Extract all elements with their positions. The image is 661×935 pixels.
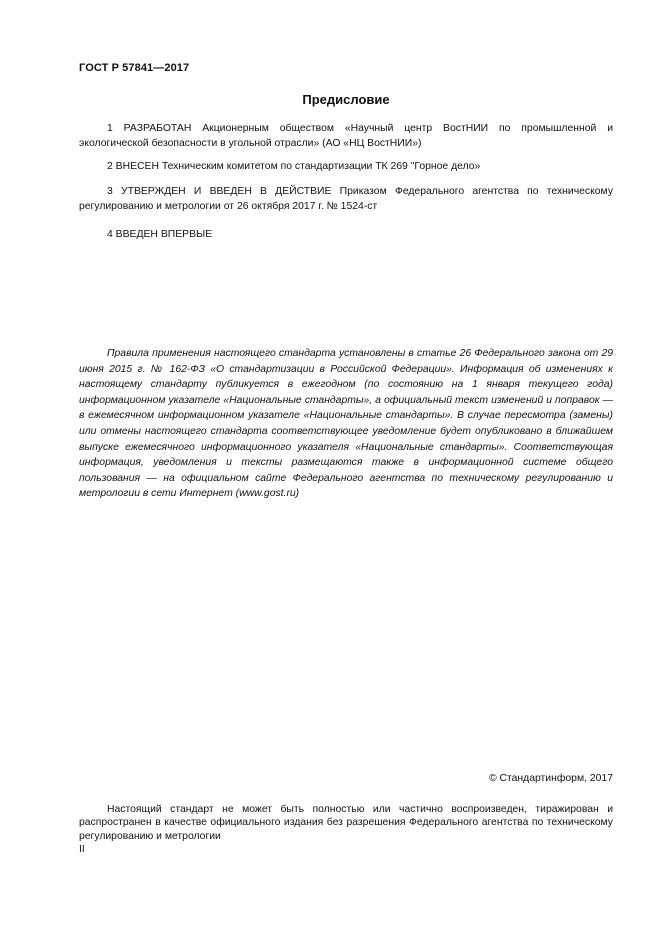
item-number: 3 xyxy=(107,186,113,197)
item-text: Акционерным обществом «Научный центр ВостНИИ по промышленной и экологической безопасности в угольной отрасли» (АО «НЦ ВостНИИ») xyxy=(79,123,613,149)
page-title: Предисловие xyxy=(302,92,390,107)
item-text: Приказом Федерального агентства по техническому регулированию и метрологии от 26 октября 2017 г. № 1524-ст xyxy=(79,186,614,212)
copyright-line: © Стандартинформ, 2017 xyxy=(488,773,613,784)
standard-application-notice: Правила применения настоящего стандарта установлены в статье 26 Федерального закона от 29 июня 2015 г. № 162-ФЗ «О стандартизации в Российской Федерации». Информация об изменениях к настоящему стандарту публикуется в ежегодном (по состоянию на 1 января текущего года) информационном указателе «Национальные стандарты», а официальный текст изменений и поправок — в ежемесячном информационном указателе «Национальные стандарты». В случае пересмотра (замены) или отмены настоящего стандарта соответствующее уведомление будет опубликовано в ближайшем выпуске ежемесячного информационного указателя «Национальные стандарты». Соответствующая информация, уведомления и тексты размещаются также в информационной системе общего пользования — на официальном сайте Федерального агентства по техническому регулированию и метрологии в сети Интернет (www.gost.ru) xyxy=(79,348,613,500)
foreword-item-approved xyxy=(79,184,613,214)
foreword-item-first-introduced xyxy=(79,227,613,242)
item-number: 4 xyxy=(107,229,113,240)
item-number: 2 xyxy=(107,161,113,172)
reproduction-notice: Настоящий стандарт не может быть полностью или частично воспроизведен, тиражирован и распространен в качестве официального издания без разрешения Федерального агентства по техническому регулированию и метрологии xyxy=(79,804,613,842)
item-text: Техническим комитетом по стандартизации ТК 269 "Горное дело» xyxy=(158,161,481,172)
item-number: 1 xyxy=(107,123,113,134)
item-keyword: ВНЕСЕН xyxy=(115,161,159,172)
foreword-item-developed xyxy=(79,121,613,151)
document-code-header: ГОСТ Р 57841—2017 xyxy=(79,62,190,74)
item-keyword: УТВЕРЖДЕН И ВВЕДЕН В ДЕЙСТВИЕ xyxy=(121,186,332,197)
item-keyword: РАЗРАБОТАН xyxy=(123,123,192,134)
item-keyword: ВВЕДЕН ВПЕРВЫЕ xyxy=(115,229,213,240)
page-number: II xyxy=(79,844,85,855)
foreword-item-introduced xyxy=(79,159,613,174)
